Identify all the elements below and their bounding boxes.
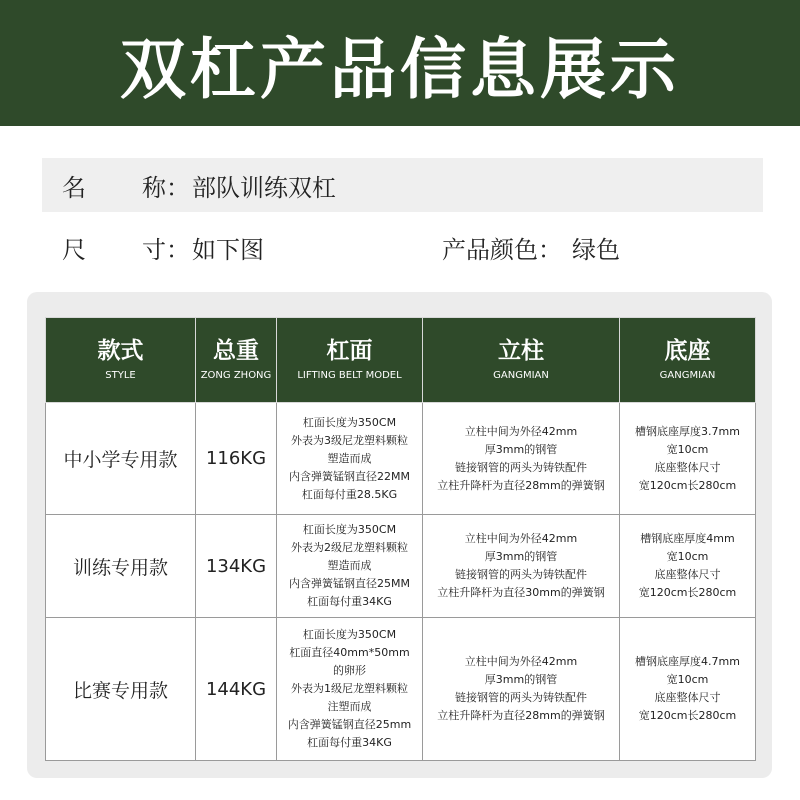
column-line: 立柱升降杆为直径28mm的弹簧钢 [437, 478, 605, 492]
column-line: 立柱中间为外径42mm [464, 655, 578, 668]
bar-line: 塑造而成 [327, 559, 372, 572]
header-style-cn: 款式 [97, 338, 144, 364]
bar-line: 外表为2级尼龙塑料颗粒 [291, 541, 408, 554]
info-row-name [42, 158, 763, 212]
base-line: 槽钢底座厚度4.7mm [635, 655, 740, 668]
base-line: 底座整体尺寸 [654, 568, 721, 581]
style-cell: 中小学专用款 [46, 403, 196, 515]
bar-line: 杠面每付重34KG [307, 736, 392, 749]
bar-line: 杠面长度为350CM [302, 415, 397, 429]
header-bar [277, 318, 423, 403]
name-value: 部队训练双杠 [192, 173, 336, 202]
bar-cell [277, 515, 423, 618]
table-row [46, 403, 756, 515]
bar-line: 杠面长度为350CM [302, 628, 397, 641]
name-label-b: 称： [142, 173, 190, 202]
title-banner [0, 0, 800, 126]
base-line: 槽钢底座厚度4mm [640, 532, 735, 545]
header-style [46, 318, 196, 403]
base-line: 底座整体尺寸 [654, 691, 721, 704]
bar-line: 内含弹簧锰钢直径25MM [289, 577, 410, 590]
base-cell [620, 403, 756, 515]
bar-line: 内含弹簧锰钢直径22MM [289, 469, 410, 483]
style-cell: 比赛专用款 [46, 618, 196, 761]
header-column [423, 318, 620, 403]
bar-line: 杠面长度为350CM [302, 523, 397, 536]
info-row-size [42, 220, 763, 274]
column-line: 立柱升降杆为直径28mm的弹簧钢 [437, 709, 605, 722]
column-cell [423, 403, 620, 515]
size-label-a: 尺 [62, 235, 86, 264]
header-weight [196, 318, 277, 403]
base-cell [620, 515, 756, 618]
bar-line: 注塑而成 [327, 700, 372, 713]
bar-cell [277, 403, 423, 515]
spec-table [45, 317, 756, 761]
bar-cell [277, 618, 423, 761]
color-value: 绿色 [572, 235, 620, 264]
column-line: 链接钢管的两头为铸铁配件 [455, 460, 587, 474]
header-style-en: STYLE [105, 370, 136, 381]
base-line: 宽10cm [666, 442, 709, 456]
column-line: 链接钢管的两头为铸铁配件 [455, 691, 587, 704]
bar-line: 杠面直径40mm*50mm [289, 646, 410, 659]
base-line: 宽10cm [666, 673, 709, 686]
size-value: 如下图 [192, 235, 264, 264]
column-line: 立柱升降杆为直径30mm的弹簧钢 [437, 586, 605, 599]
column-line: 立柱中间为外径42mm [464, 424, 578, 438]
bar-line: 内含弹簧锰钢直径25mm [287, 718, 412, 731]
column-line: 厚3mm的钢管 [484, 442, 558, 456]
table-header-row [46, 318, 756, 403]
page-title: 双杠产品信息展示 [120, 30, 680, 108]
name-label-a: 名 [62, 173, 86, 202]
color-label: 产品颜色： [442, 235, 562, 264]
column-line: 立柱中间为外径42mm [464, 532, 578, 545]
column-cell [423, 618, 620, 761]
header-column-cn: 立柱 [498, 338, 544, 364]
base-line: 宽120cm长280cm [638, 478, 737, 492]
bar-line: 的卵形 [333, 664, 366, 677]
header-base-cn: 底座 [664, 338, 711, 364]
column-line: 厚3mm的钢管 [484, 673, 558, 686]
table-row [46, 515, 756, 618]
bar-line: 外表为1级尼龙塑料颗粒 [291, 682, 408, 695]
header-weight-en: ZONG ZHONG [200, 370, 272, 381]
base-line: 底座整体尺寸 [654, 460, 721, 474]
header-base-en: GANGMIAN [659, 370, 716, 381]
base-line: 槽钢底座厚度3.7mm [635, 424, 740, 438]
bar-line: 杠面每付重34KG [307, 595, 392, 608]
column-line: 链接钢管的两头为铸铁配件 [455, 568, 587, 581]
header-base [620, 318, 756, 403]
header-column-en: GANGMIAN [493, 370, 549, 381]
bar-line: 外表为3级尼龙塑料颗粒 [291, 433, 408, 447]
header-bar-en: LIFTING BELT MODEL [297, 370, 402, 381]
weight-cell: 116KG [196, 403, 277, 515]
header-bar-cn: 杠面 [326, 338, 373, 364]
header-weight-cn: 总重 [213, 338, 259, 364]
base-line: 宽120cm长280cm [638, 586, 737, 599]
bar-line: 杠面每付重28.5KG [301, 487, 398, 501]
column-line: 厚3mm的钢管 [484, 550, 558, 563]
bar-line: 塑造而成 [327, 451, 372, 465]
table-row [46, 618, 756, 761]
weight-cell: 134KG [196, 515, 277, 618]
base-line: 宽120cm长280cm [638, 709, 737, 722]
style-cell: 训练专用款 [46, 515, 196, 618]
column-cell [423, 515, 620, 618]
weight-cell: 144KG [196, 618, 277, 761]
size-label-b: 寸： [142, 235, 190, 264]
base-line: 宽10cm [666, 550, 709, 563]
base-cell [620, 618, 756, 761]
